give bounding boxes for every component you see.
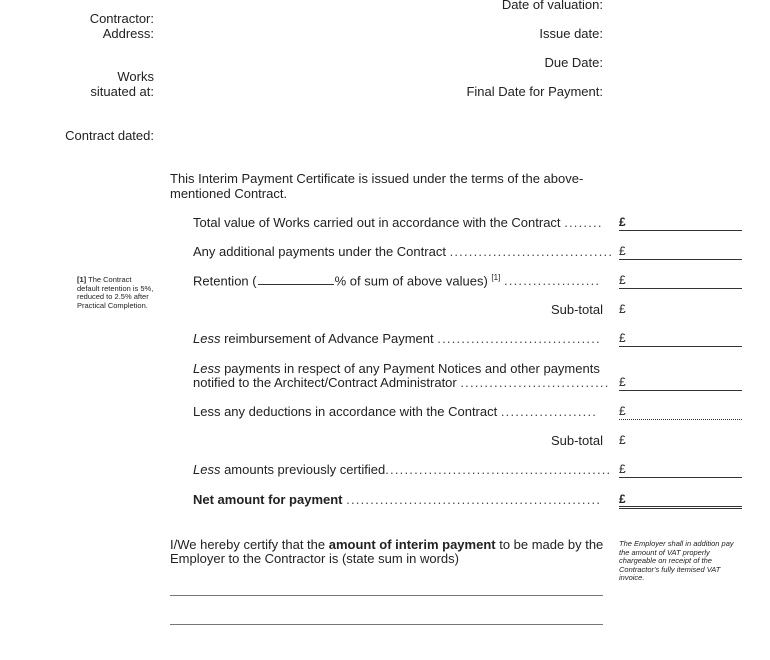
currency-symbol: £ (619, 433, 626, 447)
currency-symbol: £ (619, 404, 626, 418)
certify-statement-line-1: I/We hereby certify that the amount of interim payment to be made by the (170, 537, 604, 552)
intro-line-2: mentioned Contract. (170, 186, 288, 201)
total-value-row: Total value of Works carried out in accordance with the Contract ........ (193, 215, 603, 230)
currency-symbol: £ (619, 215, 626, 229)
retention-row: Retention ( % of sum of above values) [1] .................... (193, 273, 601, 289)
contract-dated-label: Contract dated: (65, 128, 154, 143)
situated-at-label: situated at: (90, 84, 154, 99)
previously-certified-amount-field[interactable] (619, 477, 742, 478)
payment-notices-row-line-1: Less payments in respect of any Payment Notices and other payments (193, 361, 600, 376)
subtotal-label: Sub-total (550, 433, 603, 448)
intro-line-1: This Interim Payment Certificate is issued under the terms of the above- (170, 171, 584, 186)
payment-notices-row-line-2: notified to the Architect/Contract Administrator ............................... (193, 375, 610, 390)
payment-notices-amount-field[interactable] (619, 390, 742, 391)
currency-symbol: £ (619, 462, 626, 476)
retention-footnote: [1] The Contract default retention is 5%, reduced to 2.5% after Practical Completion. (77, 275, 154, 310)
final-date-for-payment-label: Final Date for Payment: (466, 84, 603, 99)
net-amount-row: Net amount for payment ..................................................... (193, 492, 602, 507)
advance-payment-amount-field[interactable] (619, 346, 742, 347)
certify-statement-line-2: Employer to the Contractor is (state sum in words) (170, 551, 459, 566)
total-value-amount-field[interactable] (619, 230, 742, 231)
currency-symbol: £ (619, 331, 626, 345)
date-of-valuation-label: Date of valuation: (501, 0, 603, 12)
currency-symbol: £ (619, 492, 626, 506)
retention-percent-field[interactable] (258, 273, 334, 285)
currency-symbol: £ (619, 302, 626, 316)
contractor-label: Contractor: (89, 11, 154, 26)
issue-date-label: Issue date: (539, 26, 603, 41)
address-label: Address: (102, 26, 154, 41)
subtotal-label: Sub-total (550, 302, 603, 317)
sum-in-words-line-1[interactable] (170, 595, 603, 596)
due-date-label: Due Date: (544, 55, 603, 70)
currency-symbol: £ (619, 273, 626, 287)
deductions-row: Less any deductions in accordance with the Contract .................... (193, 404, 598, 419)
net-amount-field[interactable] (619, 506, 742, 509)
additional-payments-amount-field[interactable] (619, 259, 742, 260)
deductions-amount-field[interactable] (619, 419, 742, 420)
currency-symbol: £ (619, 375, 626, 389)
vat-note: The Employer shall in addition pay the amount of VAT properly chargeable on receipt of the Contractor's fully itemised VAT invoice. (619, 539, 734, 582)
advance-payment-row: Less reimbursement of Advance Payment .................................. (193, 331, 601, 346)
previously-certified-row: Less amounts previously certified............................................... (193, 462, 612, 477)
currency-symbol: £ (619, 244, 626, 258)
additional-payments-row: Any additional payments under the Contract .................................. (193, 244, 614, 259)
works-label: Works (117, 69, 154, 84)
sum-in-words-line-2[interactable] (170, 624, 603, 625)
retention-amount-field[interactable] (619, 288, 742, 289)
